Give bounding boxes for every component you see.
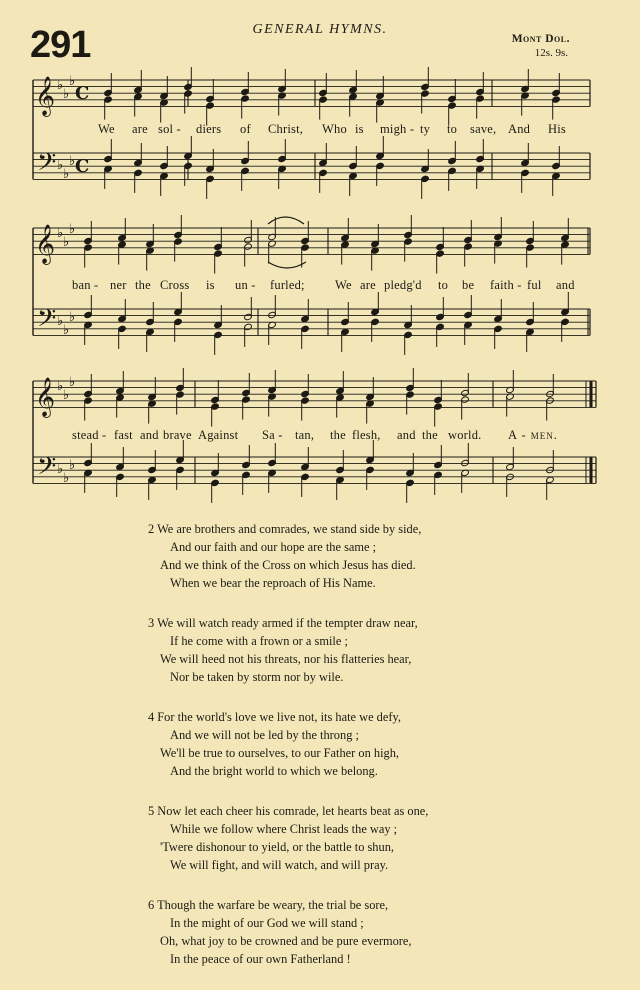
lyric-syllable: flesh, <box>352 428 381 442</box>
stanza-line: 5 Now let each cheer his comrade, let hearts beat as one, <box>148 804 429 818</box>
stanza-line: 6 Though the warfare be weary, the trial be sore, <box>148 898 389 912</box>
stanza-line: We will heed not his threats, nor his flatteries hear, <box>160 652 412 666</box>
lyric-syllable: and <box>556 278 575 292</box>
flat-sign: ♭ <box>63 167 70 182</box>
stanza-line: When we bear the reproach of His Name. <box>170 576 376 590</box>
stanza-2 <box>148 520 568 592</box>
flat-sign: ♭ <box>69 74 76 89</box>
lyric-syllable: Who <box>322 122 347 136</box>
lyric-syllable: stead - <box>72 428 107 442</box>
stanza-line: We will fight, and will watch, and will pray. <box>170 858 389 872</box>
lyric-syllable: We <box>335 278 352 292</box>
lyric-syllable: A - men. <box>508 428 558 442</box>
stanza-line: 3 We will watch ready armed if the tempter draw near, <box>148 616 418 630</box>
lyric-syllable: Against <box>198 428 239 442</box>
flat-sign: ♭ <box>69 310 76 325</box>
lyric-syllable: ty <box>420 122 431 136</box>
lyric-syllable: the <box>422 428 438 442</box>
stanza-line: And our faith and our hope are the same ; <box>170 540 377 554</box>
flat-sign: ♭ <box>57 379 64 394</box>
slur <box>268 262 306 268</box>
treble-clef: 𝄞 <box>35 377 56 417</box>
bass-clef: 𝄢 <box>37 304 57 339</box>
stanza-6 <box>148 896 568 968</box>
lyric-syllable: to <box>447 122 458 136</box>
meter: 12s. 9s. <box>534 47 568 59</box>
flat-sign: ♭ <box>57 462 64 477</box>
common-time: C <box>75 83 90 104</box>
tune-name: Mont Dol. <box>511 33 570 45</box>
lyric-syllable: And <box>508 122 531 136</box>
lyric-syllable: pledg'd <box>384 278 422 292</box>
stanza-3 <box>148 614 568 686</box>
stanza-line: If he come with a frown or a smile ; <box>170 634 348 648</box>
running-head: GENERAL HYMNS. <box>252 22 388 37</box>
lyric-syllable: ban - <box>72 278 99 292</box>
stanza-4 <box>148 708 568 780</box>
lyric-syllable: furled; <box>270 278 305 292</box>
stanza-line: Nor be taken by storm nor by wile. <box>170 670 344 684</box>
treble-clef: 𝄞 <box>35 76 56 116</box>
stanza-line: We'll be true to ourselves, to our Father on high, <box>160 746 400 760</box>
lyric-syllable: brave <box>163 428 192 442</box>
lyric-syllable: faith - <box>490 278 522 292</box>
stanza-line: 2 We are brothers and comrades, we stand side by side, <box>148 522 422 536</box>
lyric-syllable: are <box>360 278 376 292</box>
lyric-syllable: be <box>462 278 475 292</box>
stanza-5 <box>148 802 568 874</box>
lyric-syllable: un - <box>235 278 256 292</box>
flat-sign: ♭ <box>63 388 70 403</box>
lyric-syllable: migh - <box>380 122 415 136</box>
common-time: C <box>75 156 90 177</box>
treble-clef: 𝄞 <box>35 224 56 264</box>
flat-sign: ♭ <box>69 222 76 237</box>
lyric-syllable: diers <box>196 122 222 136</box>
flat-sign: ♭ <box>63 235 70 250</box>
lyric-syllable: ner <box>110 278 127 292</box>
stanza-line: 'Twere dishonour to yield, or the battle to shun, <box>160 840 394 854</box>
stanza-line: And we think of the Cross on which Jesus has died. <box>160 558 416 572</box>
lyric-syllable: His <box>548 122 566 136</box>
lyric-syllable: ful <box>527 278 542 292</box>
lyric-syllable: and <box>140 428 159 442</box>
flat-sign: ♭ <box>57 314 64 329</box>
flat-sign: ♭ <box>69 458 76 473</box>
stanza-line: And the bright world to which we belong. <box>170 764 378 778</box>
lyric-syllable: is <box>206 278 215 292</box>
flat-sign: ♭ <box>57 226 64 241</box>
lyric-syllable: sol - <box>158 122 181 136</box>
stanza-line: In the might of our God we will stand ; <box>170 916 364 930</box>
stanza-line: Oh, what joy to be crowned and be pure evermore, <box>160 934 412 948</box>
flat-sign: ♭ <box>57 158 64 173</box>
stanza-line: In the peace of our own Fatherland ! <box>170 952 351 966</box>
flat-sign: ♭ <box>63 323 70 338</box>
lyric-syllable: and <box>397 428 416 442</box>
lyric-syllable: Sa - <box>262 428 283 442</box>
lyric-syllable: are <box>132 122 148 136</box>
slur <box>268 217 304 224</box>
lyric-syllable: of <box>240 122 251 136</box>
flat-sign: ♭ <box>63 87 70 102</box>
stanza-line: While we follow where Christ leads the way ; <box>170 822 398 836</box>
lyric-syllable: fast <box>114 428 133 442</box>
lyric-syllable: We <box>98 122 115 136</box>
lyric-syllable: the <box>330 428 346 442</box>
flat-sign: ♭ <box>63 471 70 486</box>
bass-clef: 𝄢 <box>37 452 57 487</box>
stanza-line: And we will not be led by the throng ; <box>170 728 359 742</box>
bass-clef: 𝄢 <box>37 148 57 183</box>
lyric-syllable: Christ, <box>268 122 304 136</box>
flat-sign: ♭ <box>57 78 64 93</box>
lyric-syllable: is <box>355 122 364 136</box>
stanza-list <box>148 520 568 990</box>
hymn-number: 291 <box>30 24 91 66</box>
flat-sign: ♭ <box>69 375 76 390</box>
lyric-syllable: world. <box>448 428 482 442</box>
lyric-syllable: save, <box>470 122 497 136</box>
lyric-syllable: to <box>438 278 449 292</box>
lyric-syllable: Cross <box>160 278 190 292</box>
flat-sign: ♭ <box>69 154 76 169</box>
stanza-line: 4 For the world's love we live not, its hate we defy, <box>148 710 401 724</box>
lyric-syllable: the <box>135 278 151 292</box>
lyric-syllable: tan, <box>295 428 315 442</box>
